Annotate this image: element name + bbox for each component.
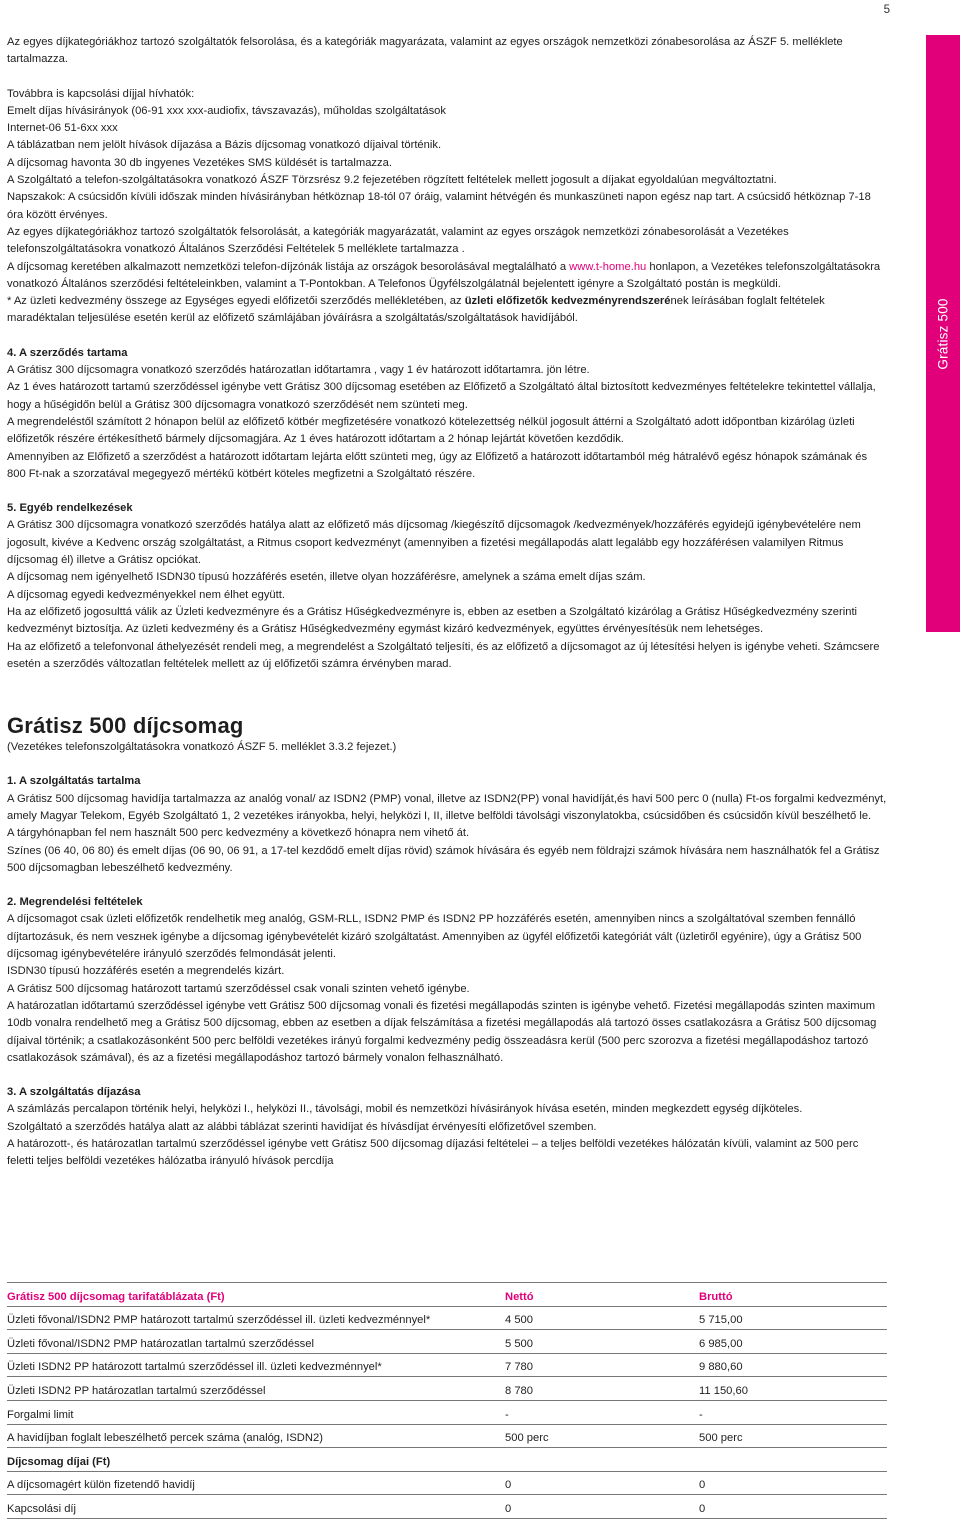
table-cell: 500 perc bbox=[505, 1424, 699, 1448]
side-tab bbox=[926, 35, 960, 632]
section-paragraph: A Grátisz 300 díjcsomagra vonatkozó szerződés határozatlan időtartamra , vagy 1 év határozott időtartamra. jön létre. bbox=[7, 364, 590, 377]
table-cell: Kapcsolási díj bbox=[7, 1495, 505, 1519]
intro-text: honlapon, a Vezetékes telefonszolgáltatásokra vonatkozó Általános szerződési feltételeinkben, valamint a T-Pontokban. A Telefonos Ügyfélszolgálatnál bejelentett igényre a Szolgáltató postán is megküldi. bbox=[7, 260, 881, 290]
table-cell: 5 715,00 bbox=[699, 1306, 887, 1330]
tariff-table bbox=[7, 1282, 887, 1519]
section-paragraph: Ha az előfizető jogosulttá válik az Üzleti kedvezményre és a Grátisz Hűségkedvezményre is, ebben az esetben a Szolgáltató kizárólag a Grátisz Hűségkedvezmény szerinti kedvezményt biztosítja. Az üzleti kedvezmény és a Grátisz Hűségkedvezmény egymást kizáró kedvezmények, együttes érvényesítésük nem lehetséges. bbox=[7, 605, 858, 636]
intro-text: nek leírásában foglalt feltételek maradéktalan teljesülése esetén kerül az előfizető számlájában jóváírásra a szolgáltatás/szolgáltatások havidíjából. bbox=[7, 295, 825, 325]
table-cell: 4 500 bbox=[505, 1306, 699, 1330]
section-paragraph: A díjcsomag egyedi kedvezményekkel nem élhet együtt. bbox=[7, 588, 285, 601]
section-paragraph: A díjcsomag nem igényelhető ISDN30 típusú hozzáférés esetén, illetve olyan hozzáférésre, amelynek a száma emelt díjas szám. bbox=[7, 571, 646, 584]
thome-link[interactable]: www.t-home.hu bbox=[569, 260, 647, 273]
tariff-header-cell: Bruttó bbox=[699, 1283, 887, 1307]
section-heading: 3. A szolgáltatás díjazása bbox=[7, 1086, 141, 1099]
table-cell: A havidíjban foglalt lebeszélhető percek száma (analóg, ISDN2) bbox=[7, 1424, 505, 1448]
table-cell: - bbox=[699, 1400, 887, 1424]
intro-paragraph bbox=[7, 293, 887, 328]
table-row bbox=[7, 1330, 887, 1354]
table-cell: 500 perc bbox=[699, 1424, 887, 1448]
section-heading: 4. A szerződés tartama bbox=[7, 346, 128, 359]
table-cell: 0 bbox=[505, 1495, 699, 1519]
side-tab-label: Grátisz 500 bbox=[935, 297, 951, 370]
section-paragraph: A határozott-, és határozatlan tartalmú szerződéssel igénybe vett Grátisz 500 díjcsomag díjazási feltételei – a teljes belföldi vezetékes hálózatán kívüli, valamint az 500 perc feletti teljes belföldi vezetékes hálózatba irányuló hívások percdíja bbox=[7, 1138, 859, 1168]
section-paragraph: Amennyiben az Előfizető a szerződést a határozott időtartam lejárta előtt szünteti meg, úgy az Előfizető a határozott időtartamból még hátralévő egész hónapok számának és 800 Ft-nak a szorzatával megegyező mértékű kötbért köteles megfizetni a Szolgáltató részére. bbox=[7, 450, 868, 480]
tariff-subheader-cell: Díjcsomag díjai (Ft) bbox=[7, 1448, 505, 1472]
section-paragraph: A számlázás percalapon történik helyi, helyközi I., helyközi II., távolsági, mobil és nemzetközi hívásirányok hívása esetén, minden megkezdett egység díjköteles. bbox=[7, 1103, 803, 1116]
table-row bbox=[7, 1306, 887, 1330]
table-cell: Üzleti ISDN2 PP határozott tartalmú szerződéssel ill. üzleti kedvezménnyel* bbox=[7, 1353, 505, 1377]
table-row bbox=[7, 1471, 887, 1495]
table-cell: 7 780 bbox=[505, 1353, 699, 1377]
table-cell: 0 bbox=[699, 1495, 887, 1519]
table-cell: 9 880,60 bbox=[699, 1353, 887, 1377]
tariff-header-cell: Grátisz 500 díjcsomag tarifatáblázata (Ft) bbox=[7, 1283, 505, 1307]
intro-paragraph: Napszakok: A csúcsidőn kívüli időszak minden hívásirányban hétköznap 18-tól 07 óráig, valamint hétvégén és munkaszüneti napon egész nap tart. A csúcsidő hétköznap 7-18 óra között érvényes. bbox=[7, 191, 871, 221]
section-heading: 1. A szolgáltatás tartalma bbox=[7, 775, 141, 788]
section-paragraph: A megrendeléstől számított 2 hónapon belül az előfizető kötbér megfizetésére vonatkozó kötelezettség nélkül jogosult áttérni a Szolgáltató adott időpontban kizárólag üzleti előfizetők részére értékesíthető bármely díjcsomagjára. Az 1 éves határozott időtartam a 2 hónap lejártát követően kezdődik. bbox=[7, 415, 855, 446]
table-row bbox=[7, 1377, 887, 1401]
table-cell: 8 780 bbox=[505, 1377, 699, 1401]
table-cell: - bbox=[505, 1400, 699, 1424]
table-cell: Forgalmi limit bbox=[7, 1400, 505, 1424]
table-cell: 6 985,00 bbox=[699, 1330, 887, 1354]
tariff-header-row bbox=[7, 1283, 887, 1307]
table-cell: 5 500 bbox=[505, 1330, 699, 1354]
table-cell: Üzleti fővonal/ISDN2 PMP határozott tartalmú szerződéssel ill. üzleti kedvezménnyel* bbox=[7, 1306, 505, 1330]
section-paragraph: A díjcsomagot csak üzleti előfizetők rendelhetik meg analóg, GSM-RLL, ISDN2 PMP és ISDN2 PP hozzáférés esetén, amennyiben nincs a szolgáltatóval szemben fennálló díjtartozásuk, és nem veszнek igénybe a díjcsomag igénybevételét kizáró szolgáltatást. Amennyiben az ügyfél előfizetői kategóriát vált (üzletiről egyénire), úgy a Grátisz 500 díjcsomag igénybevételére irányuló szerződés felmondását jelenti. bbox=[7, 913, 862, 961]
section-paragraph: A tárgyhónapban fel nem használt 500 perc kedvezmény a következő hónapra nem vihető át. bbox=[7, 827, 470, 840]
section-paragraph: A Grátisz 300 díjcsomagra vonatkozó szerződés hatálya alatt az előfizető más díjcsomag /kiegészítő díjcsomagok /kedvezmények/hozzáférés egyidejű igénybevételére nem jogosult, kivéve a Kedvenc ország szolgáltatást, a Ritmus csoport kedvezményt (amennyiben a fizetési megállapodás alatt legalább egy hozzáférésen valamilyen Ritmus díjcsomag él) illetve a Grátisz opciókat. bbox=[7, 519, 861, 567]
page-content bbox=[7, 34, 887, 1171]
table-cell bbox=[505, 1448, 699, 1472]
intro-paragraph: Az egyes díjkategóriákhoz tartozó szolgáltatók felsorolása, és a kategóriák magyarázata, valamint az egyes országok nemzetközi zónabesorolása az ÁSZF 5. melléklete tartalmazza. bbox=[7, 36, 843, 66]
section-paragraph: Szolgáltató a szerződés hatálya alatt az alábbi táblázat szerinti havidíjat és hívásdíjat érvényesíti előfizetővel szemben. bbox=[7, 1120, 597, 1133]
intro-paragraph: A Szolgáltató a telefon-szolgáltatásokra vonatkozó ÁSZF Törzsrész 9.2 fejezetében rögzített feltételek mellett jogosult a díjakat egyoldalúan megváltoztatni. bbox=[7, 174, 777, 187]
intro-paragraph: A táblázatban nem jelölt hívások díjazása a Bázis díjcsomag vonatkozó díjaival történik. bbox=[7, 139, 442, 152]
table-cell: 11 150,60 bbox=[699, 1377, 887, 1401]
intro-paragraph bbox=[7, 259, 887, 294]
section-paragraph: Ha az előfizető a telefonvonal áthelyezését rendeli meg, a megrendelést a Szolgáltató teljesíti, és az előfizető a díjcsomagot az új létesítési helyen is igénybe veheti. Számcsere esetén a szerződés változatlan feltételek mellett az új előfizetői számra érvényben marad. bbox=[7, 640, 880, 670]
intro-text: A díjcsomag keretében alkalmazott nemzetközi telefon-díjzónák listája az országok besorolásával megtalálható a bbox=[7, 260, 570, 273]
intro-text: * Az üzleti kedvezmény összege az Egységes egyedi előfizetői szerződés mellékletében, az bbox=[7, 295, 465, 308]
package-subtitle: (Vezetékes telefonszolgáltatásokra vonatkozó ÁSZF 5. melléklet 3.3.2 fejezet.) bbox=[7, 741, 397, 754]
table-row bbox=[7, 1353, 887, 1377]
section-paragraph: Színes (06 40, 06 80) és emelt díjas (06 90, 06 91, a 17-tel kezdődő emelt díjas rövid) számok hívására és egyéb nem földrajzi számok hívására nem használhatók fel a Grátisz 500 díjcsomagban lebeszélhető kedvezmény. bbox=[7, 844, 880, 874]
section-paragraph: ISDN30 típusú hozzáférés esetén a megrendelés kizárt. bbox=[7, 965, 285, 978]
section-paragraph: A Grátisz 500 díjcsomag határozott tartamú szerződéssel csak vonali szinten vehető igénybe. bbox=[7, 982, 470, 995]
intro-paragraph: Emelt díjas hívásirányok (06-91 xxx xxx-audiofix, távszavazás), műholdas szolgáltatások bbox=[7, 104, 446, 117]
table-cell: Üzleti fővonal/ISDN2 PMP határozatlan tartalmú szerződéssel bbox=[7, 1330, 505, 1354]
intro-paragraph: Internet-06 51-6xx xxx bbox=[7, 122, 118, 135]
table-cell: Üzleti ISDN2 PP határozatlan tartalmú szerződéssel bbox=[7, 1377, 505, 1401]
intro-paragraph: Továbbra is kapcsolási díjjal hívhatók: bbox=[7, 87, 195, 100]
tariff-header-cell: Nettó bbox=[505, 1283, 699, 1307]
section-paragraph: A határozatlan időtartamú szerződéssel igénybe vett Grátisz 500 díjcsomag vonali és fizetési megállapodás szinten is igénybe vehető. Fizetési megállapodás szinten maximum 10db vonalra rendelhető meg a Grátisz 500 díjcsomag, ebben az esetben a díjak felszámítása a fizetési megállapodás alá tartozó össes csatlakozásra a Grátisz 500 díjcsomag díjaival történik; a csatlakozásonként 500 perc belföldi vezetékes irányú forgalmi kedvezmény pedig összeadásra kerül (500 perc szorozva a fizetési megállapodáshoz tartozó csatlakozások számával), és az a fizetési megállapodáshoz tartozó bármely vonalon felhasználható. bbox=[7, 999, 877, 1064]
page-number: 5 bbox=[883, 4, 890, 16]
intro-paragraph: A díjcsomag havonta 30 db ingyenes Vezetékes SMS küldését is tartalmazza. bbox=[7, 156, 392, 169]
intro-bold-text: üzleti előfizetők kedvezményrendszeré bbox=[464, 295, 671, 308]
tariff-subheader-row bbox=[7, 1448, 887, 1472]
table-row bbox=[7, 1400, 887, 1424]
section-heading: 5. Egyéb rendelkezések bbox=[7, 502, 133, 515]
table-cell bbox=[699, 1448, 887, 1472]
table-row bbox=[7, 1495, 887, 1519]
section-heading: 2. Megrendelési feltételek bbox=[7, 896, 143, 909]
package-title: Grátisz 500 díjcsomag bbox=[7, 713, 244, 739]
table-cell: A díjcsomagért külön fizetendő havidíj bbox=[7, 1471, 505, 1495]
section-paragraph: A Grátisz 500 díjcsomag havidíja tartalmazza az analóg vonal/ az ISDN2 (PMP) vonal, illetve az ISDN2(PP) vonal havidíját,és havi 500 perc 0 (nulla) Ft-os forgalmi kedvezményt, amely Magyar Telekom, Egyéb Szolgáltató 1, 2 vezetékes irányokba, helyi, helyközi I, II, illetve belföldi távolsági viszonylatokba, csúcsidőben és csúcsidőn kívül beszélhető le. bbox=[7, 792, 887, 822]
table-row bbox=[7, 1424, 887, 1448]
table-cell: 0 bbox=[699, 1471, 887, 1495]
section-paragraph: Az 1 éves határozott tartamú szerződéssel igénybe vett Grátisz 300 díjcsomag esetében az Előfizető a Szolgáltató által biztosított kedvezményes feltételekre tekintettel vállalja, hogy a hűségidőn belül a Grátisz 300 díjcsomagra vonatkozó szerződését nem szünteti meg. bbox=[7, 381, 876, 411]
intro-paragraph: Az egyes díjkategóriákhoz tartozó szolgáltatók felsorolását, a kategóriák magyarázatát, valamint az egyes országok nemzetközi zónabesorolását a Vezetékes telefonszolgáltatásokra vonatkozó Általános Szerződési Feltételek 5 melléklete tartalmazza . bbox=[7, 225, 789, 256]
table-cell: 0 bbox=[505, 1471, 699, 1495]
